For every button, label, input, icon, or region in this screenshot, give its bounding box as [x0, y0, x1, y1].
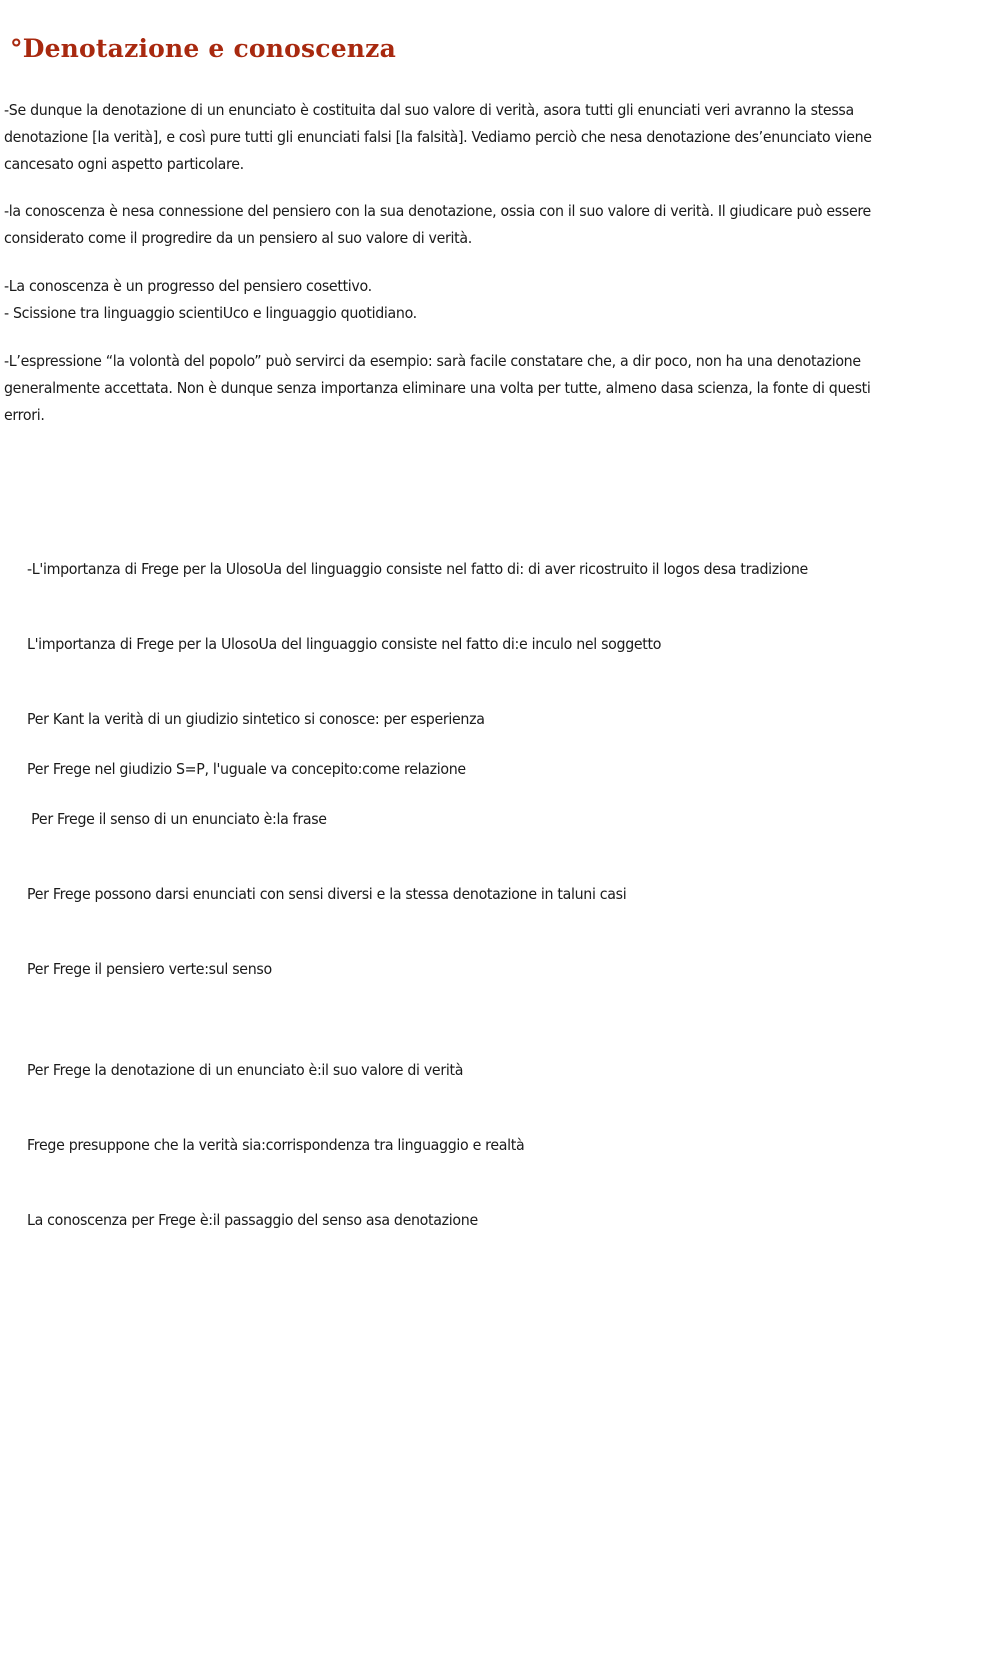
- text-line: cancesato ogni aspetto particolare.: [4, 155, 244, 173]
- qa-item: Frege presuppone che la verità sia:corrispondenza tra linguaggio e realtà: [27, 1136, 525, 1154]
- qa-item: L'importanza di Frege per la UlosoUa del linguaggio consiste nel fatto di:e inculo nel soggetto: [27, 635, 662, 653]
- paragraph-knowledge-progress: [4, 273, 902, 327]
- qa-item: Per Frege possono darsi enunciati con sensi diversi e la stessa denotazione in taluni casi: [27, 885, 627, 903]
- qa-item: Per Kant la verità di un giudizio sintetico si conosce: per esperienza: [27, 710, 485, 728]
- text-line: denotazione [la verità], e così pure tutti gli enunciati falsi [la falsità]. Vediamo perciò che nesa denotazione des’enunciato viene: [4, 128, 872, 146]
- qa-item: La conoscenza per Frege è:il passaggio del senso asa denotazione: [27, 1211, 478, 1229]
- qa-item: Per Frege il senso di un enunciato è:la frase: [27, 810, 327, 828]
- qa-item: -L'importanza di Frege per la UlosoUa del linguaggio consiste nel fatto di: di aver ricostruito il logos desa tradizione: [27, 560, 808, 578]
- text-line: generalmente accettata. Non è dunque senza importanza eliminare una volta per tutte, almeno dasa scienza, la fonte di questi errori.: [4, 379, 871, 424]
- qa-item: Per Frege nel giudizio S=P, l'uguale va concepito:come relazione: [27, 760, 466, 778]
- page-title: °Denotazione e conoscenza: [10, 34, 396, 63]
- text-line: -L’espressione “la volontà del popolo” può servirci da esempio: sarà facile constatare che, a dir poco, non ha una denotazione: [4, 352, 861, 370]
- paragraph-will-of-people: [4, 348, 902, 429]
- text-line: -la conoscenza è nesa connessione del pensiero con la sua denotazione, ossia con il suo valore di verità. Il giudicare può essere: [4, 202, 871, 220]
- paragraph-knowledge-connection: [4, 198, 902, 252]
- qa-item: Per Frege il pensiero verte:sul senso: [27, 960, 272, 978]
- paragraph-denotation-truth: [4, 97, 902, 178]
- text-line: -Se dunque la denotazione di un enunciato è costituita dal suo valore di verità, asora tutti gli enunciati veri avranno la stessa: [4, 101, 854, 119]
- text-line: considerato come il progredire da un pensiero al suo valore di verità.: [4, 229, 472, 247]
- text-line: - Scissione tra linguaggio scientiUco e linguaggio quotidiano.: [4, 304, 417, 322]
- text-line: -La conoscenza è un progresso del pensiero cosettivo.: [4, 277, 372, 295]
- qa-item: Per Frege la denotazione di un enunciato è:il suo valore di verità: [27, 1061, 464, 1079]
